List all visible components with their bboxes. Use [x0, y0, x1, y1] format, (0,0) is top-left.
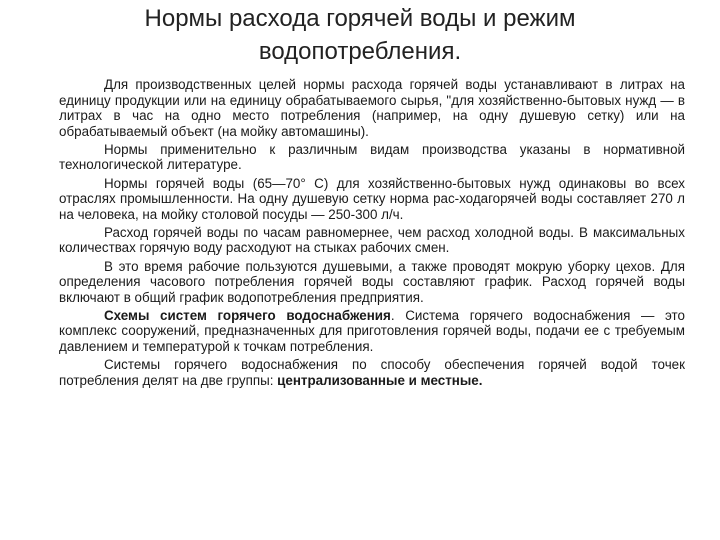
paragraph-text: Расход горячей воды по часам равномернее, чем расход холодной воды. В максимальных количествах горячую воду расходуют на стыках рабочих смен.	[59, 224, 685, 256]
paragraph-text: Нормы горячей воды (65—70° С) для хозяйственно-бытовых нужд одинаковы во всех отраслях промышленности. На одну душевую сетку норма рас-ходагорячей воды составляет 270 л на человека, на мойку столовой посуды — 250-300 л/ч.	[59, 175, 685, 222]
paragraph-supply-schemes	[59, 308, 685, 355]
paragraph-hourly-consumption	[59, 225, 685, 256]
paragraph-shift-usage	[59, 259, 685, 306]
section-heading: Схемы систем горячего водоснабжения	[104, 307, 391, 323]
paragraph-text: В это время рабочие пользуются душевыми, а также проводят мокрую уборку цехов. Для определения часового потребления горячей воды составляют график. Расход горячей воды включают в общий график водопотребления предприятия.	[59, 258, 685, 305]
paragraph-text: Системы горячего водоснабжения по способу обеспечения горячей водой точек потребления делят на две группы:	[59, 357, 685, 388]
paragraph-system-groups	[59, 357, 685, 388]
paragraph-text: Для производственных целей нормы расхода горячей воды устанавливают в литрах на единицу продукции или на единицу обрабатываемого сырья, "для хозяйственно-бытовых нужд — в литрах в час на одно место потребления (например, на одну душевую сетку) или на обрабатываемый объект (на мойку автомашины).	[59, 77, 685, 139]
emphasis-groups: централизованные и местные.	[277, 372, 483, 388]
paragraph-text: . Система горячего водоснабжения — это комплекс сооружений, предназначенных для приготовления горячей воды, подачи ее с требуемым давлением и температурой к точкам потребления.	[59, 307, 685, 354]
paragraph-norms-literature	[59, 142, 685, 173]
paragraph-text: Нормы применительно к различным видам производства указаны в нормативной технологической литературе.	[59, 141, 685, 173]
paragraph-hot-water-norms	[59, 176, 685, 223]
paragraph-production-norms	[59, 77, 685, 139]
slide-title: Нормы расхода горячей воды и режим водопотребления.	[144, 5, 576, 65]
slide-body	[59, 77, 685, 388]
